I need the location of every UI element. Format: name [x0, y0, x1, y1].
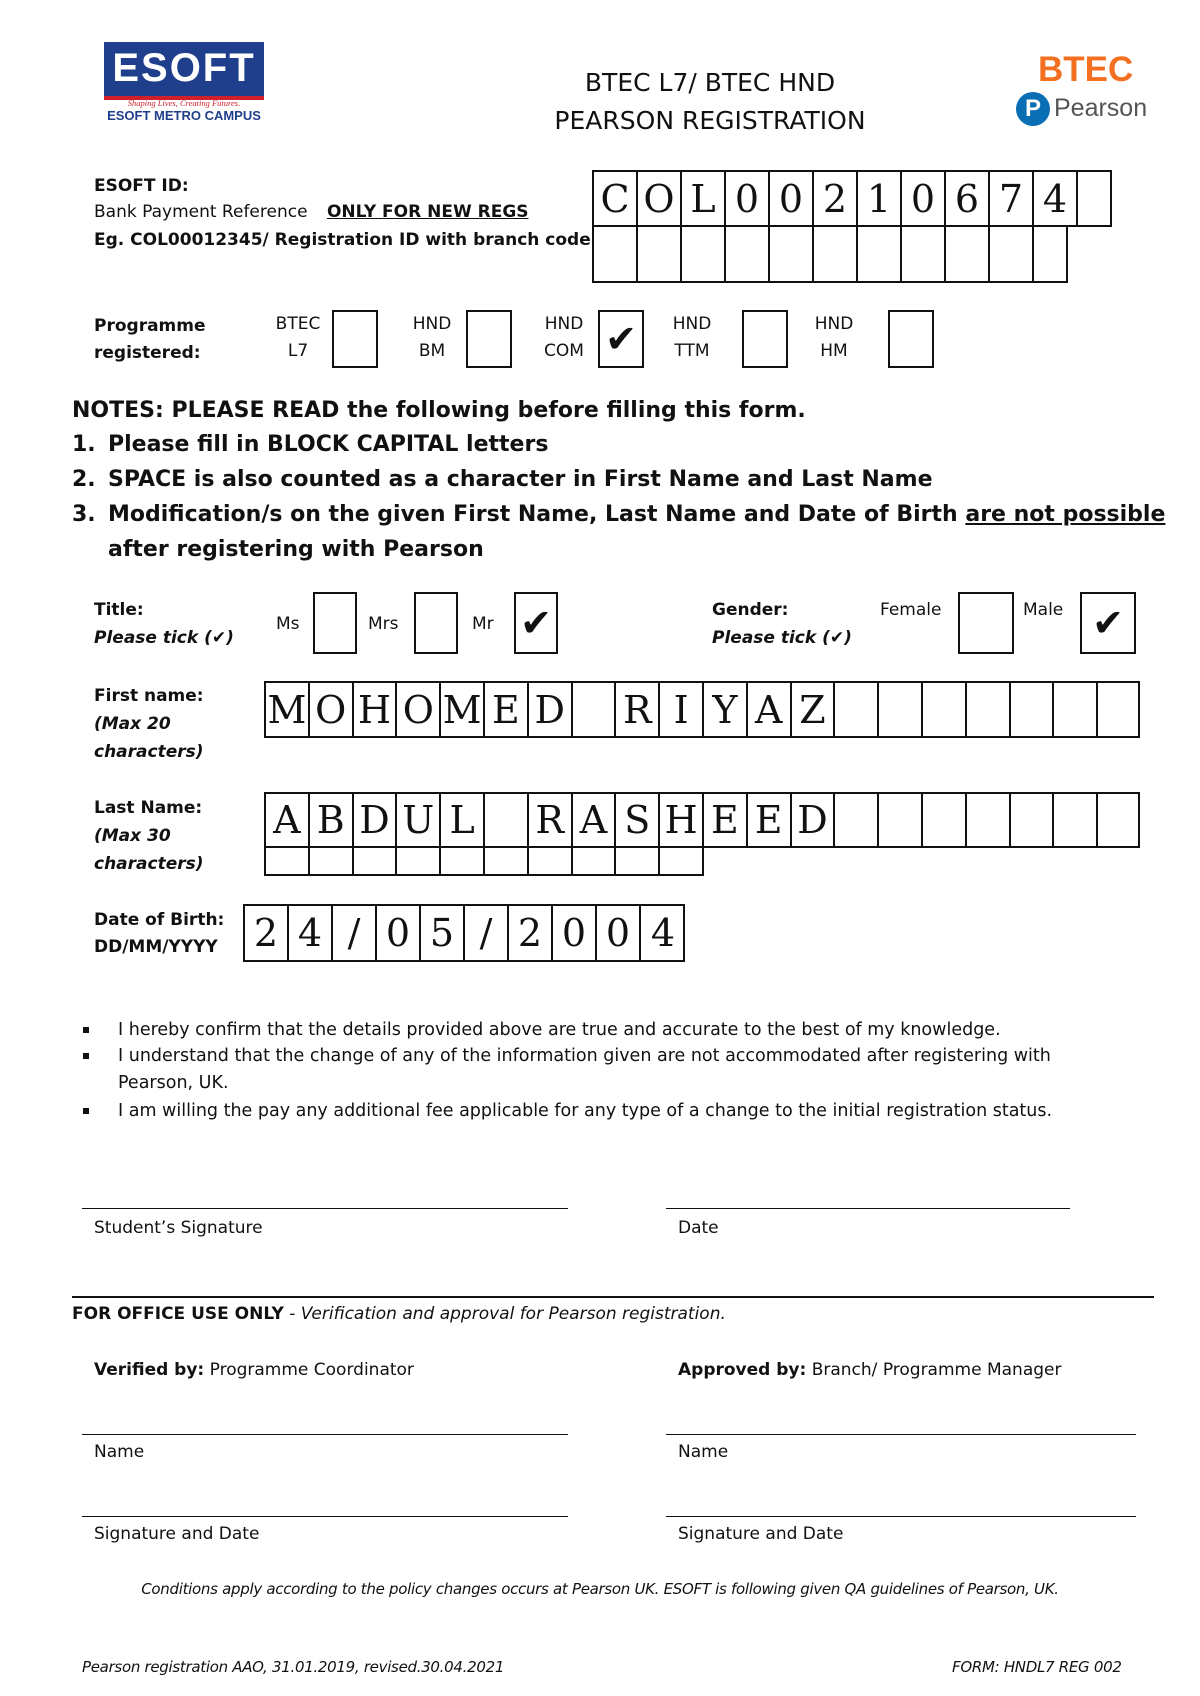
- gender-hint: Please tick (✔): [712, 628, 852, 648]
- note-item-3: Modification/s on the given First Name, Last Name and Date of Birth: [108, 502, 958, 527]
- char-cell[interactable]: D: [792, 794, 836, 846]
- approved-by: Approved by: Branch/ Programme Manager: [678, 1360, 1062, 1380]
- note-item-3-continued: after registering with Pearson: [108, 537, 484, 562]
- char-cell[interactable]: 0: [902, 172, 946, 225]
- char-cell[interactable]: D: [529, 683, 573, 736]
- esoft-id-label: ESOFT ID:: [94, 176, 189, 196]
- gender-option-male-label: Male: [1023, 600, 1064, 620]
- char-cell[interactable]: Z: [792, 683, 836, 736]
- esoft-logo-campus: ESOFT METRO CAMPUS: [107, 108, 261, 123]
- approver-signature-label: Signature and Date: [678, 1524, 844, 1544]
- char-cell[interactable]: 0: [597, 906, 641, 960]
- char-cell[interactable]: /: [465, 906, 509, 960]
- checkbox[interactable]: [598, 310, 644, 368]
- char-cell[interactable]: H: [660, 794, 704, 846]
- verifier-name-line[interactable]: [82, 1434, 568, 1435]
- conditions-note: Conditions apply according to the policy changes occurs at Pearson UK. ESOFT is following given QA guidelines of Pearson, UK.: [141, 1580, 1059, 1598]
- title-label: Title:: [94, 600, 144, 620]
- char-cell[interactable]: [616, 848, 660, 874]
- char-cell[interactable]: O: [397, 683, 441, 736]
- char-cell[interactable]: 1: [858, 172, 902, 225]
- char-cell[interactable]: [573, 848, 617, 874]
- programme-option-label: COM: [544, 341, 584, 361]
- bank-payment-label: Bank Payment Reference: [94, 202, 308, 222]
- char-cell[interactable]: [835, 794, 879, 846]
- char-cell[interactable]: 0: [553, 906, 597, 960]
- char-cell[interactable]: R: [529, 794, 573, 846]
- gender-option-female-label: Female: [880, 600, 942, 620]
- char-cell[interactable]: A: [748, 683, 792, 736]
- programme-option-label: L7: [287, 341, 309, 361]
- last-name-grid-row2[interactable]: [264, 846, 704, 876]
- char-cell[interactable]: D: [354, 794, 398, 846]
- char-cell[interactable]: 2: [245, 906, 289, 960]
- char-cell[interactable]: [638, 227, 682, 281]
- form-title-line1: BTEC L7/ BTEC HND: [584, 68, 836, 97]
- title-ms-checkbox[interactable]: [313, 592, 357, 654]
- programme-option-btec-l7[interactable]: [270, 308, 380, 370]
- dob-grid[interactable]: [243, 904, 685, 962]
- verifier-signature-line[interactable]: [82, 1516, 568, 1517]
- declaration-item: I understand that the change of any of the information given are not accommodated after registering with: [118, 1046, 1051, 1066]
- esoft-logo-tagline: Shaping Lives, Creating Futures.: [127, 98, 241, 108]
- esoft-id-grid-row2[interactable]: [592, 225, 1068, 283]
- char-cell[interactable]: 7: [990, 172, 1034, 225]
- gender-label: Gender:: [712, 600, 789, 620]
- char-cell[interactable]: [1011, 794, 1055, 846]
- student-signature-line[interactable]: [82, 1208, 568, 1209]
- char-cell[interactable]: [529, 848, 573, 874]
- char-cell[interactable]: [726, 227, 770, 281]
- note-item-3-emphasis: are not possible: [965, 502, 1166, 527]
- programme-option-label: HND: [544, 314, 584, 334]
- verifier-name-label: Name: [94, 1442, 145, 1462]
- pearson-logo-text: Pearson: [1054, 94, 1148, 122]
- programme-option-label: HND: [814, 314, 854, 334]
- declaration-item: I hereby confirm that the details provided above are true and accurate to the best of my knowledge.: [118, 1020, 1001, 1040]
- char-cell[interactable]: [902, 227, 946, 281]
- char-cell[interactable]: O: [638, 172, 682, 225]
- declaration-item: I am willing the pay any additional fee applicable for any type of a change to the initial registration status.: [118, 1101, 1052, 1121]
- title-mrs-checkbox[interactable]: [414, 592, 458, 654]
- char-cell[interactable]: L: [682, 172, 726, 225]
- char-cell[interactable]: [967, 683, 1011, 736]
- title-hint: Please tick (✔): [94, 628, 234, 648]
- char-cell[interactable]: C: [594, 172, 638, 225]
- char-cell[interactable]: L: [441, 794, 485, 846]
- char-cell[interactable]: 6: [946, 172, 990, 225]
- char-cell[interactable]: /: [333, 906, 377, 960]
- checkmark-icon: ✔: [520, 601, 552, 645]
- char-cell[interactable]: [967, 794, 1011, 846]
- char-cell[interactable]: M: [266, 683, 310, 736]
- first-name-label: First name:: [94, 686, 204, 706]
- char-cell[interactable]: E: [748, 794, 792, 846]
- char-cell[interactable]: 0: [770, 172, 814, 225]
- last-name-hint: (Max 30: [94, 826, 171, 846]
- checkbox[interactable]: [332, 310, 378, 368]
- char-cell[interactable]: [573, 683, 617, 736]
- checkbox[interactable]: [466, 310, 512, 368]
- char-cell[interactable]: 2: [814, 172, 858, 225]
- char-cell[interactable]: [485, 794, 529, 846]
- btec-pearson-logo: [1016, 50, 1146, 134]
- esoft-id-example: Eg. COL00012345/ Registration ID with branch code: [94, 230, 591, 250]
- char-cell[interactable]: [814, 227, 858, 281]
- checkbox[interactable]: [742, 310, 788, 368]
- char-cell[interactable]: 4: [650, 911, 676, 955]
- char-cell[interactable]: M: [441, 683, 485, 736]
- char-cell[interactable]: [1054, 683, 1098, 736]
- dob-format: DD/MM/YYYY: [94, 937, 218, 957]
- programme-option-hnd-com[interactable]: [536, 308, 646, 370]
- first-name-grid[interactable]: [264, 681, 1140, 738]
- char-cell[interactable]: 4: [289, 906, 333, 960]
- char-cell[interactable]: [923, 683, 967, 736]
- esoft-id-grid-row1[interactable]: [592, 170, 1112, 227]
- programme-option-label: BTEC: [275, 314, 321, 334]
- char-cell[interactable]: [835, 683, 879, 736]
- programme-option-label: HND: [672, 314, 712, 334]
- char-cell[interactable]: [879, 794, 923, 846]
- char-cell[interactable]: 2: [509, 906, 553, 960]
- approver-signature-line[interactable]: [666, 1516, 1136, 1517]
- char-cell[interactable]: E: [485, 683, 529, 736]
- char-cell[interactable]: [397, 848, 441, 874]
- char-cell[interactable]: [485, 848, 529, 874]
- char-cell[interactable]: [770, 227, 814, 281]
- char-cell[interactable]: U: [397, 794, 441, 846]
- title-option-mr-label: Mr: [472, 614, 494, 634]
- new-regs-label: ONLY FOR NEW REGS: [326, 202, 529, 222]
- char-cell[interactable]: H: [354, 683, 398, 736]
- char-cell[interactable]: [1098, 683, 1142, 736]
- char-cell[interactable]: [1098, 794, 1142, 846]
- char-cell[interactable]: [310, 848, 354, 874]
- student-signature-label: Student’s Signature: [94, 1218, 263, 1238]
- form-title-line2: PEARSON REGISTRATION: [554, 106, 866, 135]
- char-cell[interactable]: E: [704, 794, 748, 846]
- dob-label: Date of Birth:: [94, 910, 225, 930]
- notes-heading: NOTES: PLEASE READ the following before filling this form.: [72, 398, 806, 423]
- gender-male-checkbox[interactable]: [1080, 592, 1136, 654]
- note-number: 3.: [72, 502, 96, 527]
- char-cell[interactable]: [858, 227, 902, 281]
- char-cell[interactable]: A: [573, 794, 617, 846]
- char-cell[interactable]: 0: [726, 172, 770, 225]
- note-number: 1.: [72, 432, 96, 457]
- office-heading: FOR OFFICE USE ONLY - Verification and approval for Pearson registration.: [72, 1304, 726, 1324]
- checkmark-icon: ✔: [1092, 601, 1124, 645]
- note-item-1: Please fill in BLOCK CAPITAL letters: [108, 432, 549, 457]
- pearson-logo-icon: P: [1016, 92, 1050, 126]
- char-cell[interactable]: I: [660, 683, 704, 736]
- char-cell[interactable]: [266, 848, 310, 874]
- programme-option-label: TTM: [674, 341, 710, 361]
- char-cell[interactable]: [594, 227, 638, 281]
- approver-name-label: Name: [678, 1442, 729, 1462]
- date-label: Date: [678, 1218, 719, 1238]
- char-cell[interactable]: B: [310, 794, 354, 846]
- declaration-item-continued: Pearson, UK.: [118, 1073, 229, 1093]
- programme-label-2: registered:: [94, 343, 201, 363]
- programme-option-label: HND: [412, 314, 452, 334]
- char-cell[interactable]: [441, 848, 485, 874]
- footer-reference: Pearson registration AAO, 31.01.2019, revised.30.04.2021: [82, 1658, 505, 1676]
- char-cell[interactable]: [660, 848, 704, 874]
- char-cell[interactable]: [990, 227, 1034, 281]
- checkmark-icon: ✔: [605, 317, 637, 361]
- char-cell[interactable]: [1034, 227, 1078, 281]
- char-cell[interactable]: 4: [1034, 172, 1078, 225]
- char-cell[interactable]: [1011, 683, 1055, 736]
- checkbox[interactable]: [888, 310, 934, 368]
- char-cell[interactable]: [1054, 794, 1098, 846]
- tick-icon: ✔: [829, 628, 845, 648]
- note-item-2: SPACE is also counted as a character in First Name and Last Name: [108, 467, 933, 492]
- office-divider: [72, 1296, 1154, 1298]
- char-cell[interactable]: [946, 227, 990, 281]
- title-option-mrs-label: Mrs: [368, 614, 399, 634]
- char-cell[interactable]: [1078, 172, 1122, 225]
- last-name-hint-2: characters): [94, 854, 204, 874]
- char-cell[interactable]: [682, 227, 726, 281]
- note-number: 2.: [72, 467, 96, 492]
- programme-option-hnd-bm[interactable]: [404, 308, 514, 370]
- verified-by: Verified by: Programme Coordinator: [94, 1360, 414, 1380]
- programme-option-hnd-hm[interactable]: [806, 308, 936, 370]
- esoft-logo-brand: ESOFT: [112, 46, 256, 90]
- char-cell[interactable]: [923, 794, 967, 846]
- approver-name-line[interactable]: [666, 1434, 1136, 1435]
- char-cell[interactable]: A: [266, 794, 310, 846]
- char-cell[interactable]: 0: [377, 906, 421, 960]
- programme-option-hnd-ttm[interactable]: [664, 308, 794, 370]
- char-cell[interactable]: [354, 848, 398, 874]
- programme-option-label: BM: [418, 341, 446, 361]
- char-cell[interactable]: O: [310, 683, 354, 736]
- esoft-logo: [104, 42, 264, 128]
- btec-logo-text: BTEC: [1038, 50, 1134, 89]
- first-name-hint-2: characters): [94, 742, 204, 762]
- programme-label: Programme: [94, 316, 206, 336]
- char-cell[interactable]: S: [616, 794, 660, 846]
- title-option-ms-label: Ms: [276, 614, 300, 634]
- char-cell[interactable]: R: [616, 683, 660, 736]
- first-name-hint: (Max 20: [94, 714, 171, 734]
- char-cell[interactable]: [879, 683, 923, 736]
- programme-option-label: HM: [820, 341, 848, 361]
- date-line[interactable]: [666, 1208, 1070, 1209]
- char-cell[interactable]: Y: [704, 683, 748, 736]
- char-cell[interactable]: 5: [421, 906, 465, 960]
- gender-female-checkbox[interactable]: [958, 592, 1014, 654]
- verifier-signature-label: Signature and Date: [94, 1524, 260, 1544]
- last-name-label: Last Name:: [94, 798, 203, 818]
- title-mr-checkbox[interactable]: [514, 592, 558, 654]
- last-name-grid-row1[interactable]: [264, 792, 1140, 848]
- footer-form-code: FORM: HNDL7 REG 002: [952, 1658, 1122, 1676]
- tick-icon: ✔: [211, 628, 227, 648]
